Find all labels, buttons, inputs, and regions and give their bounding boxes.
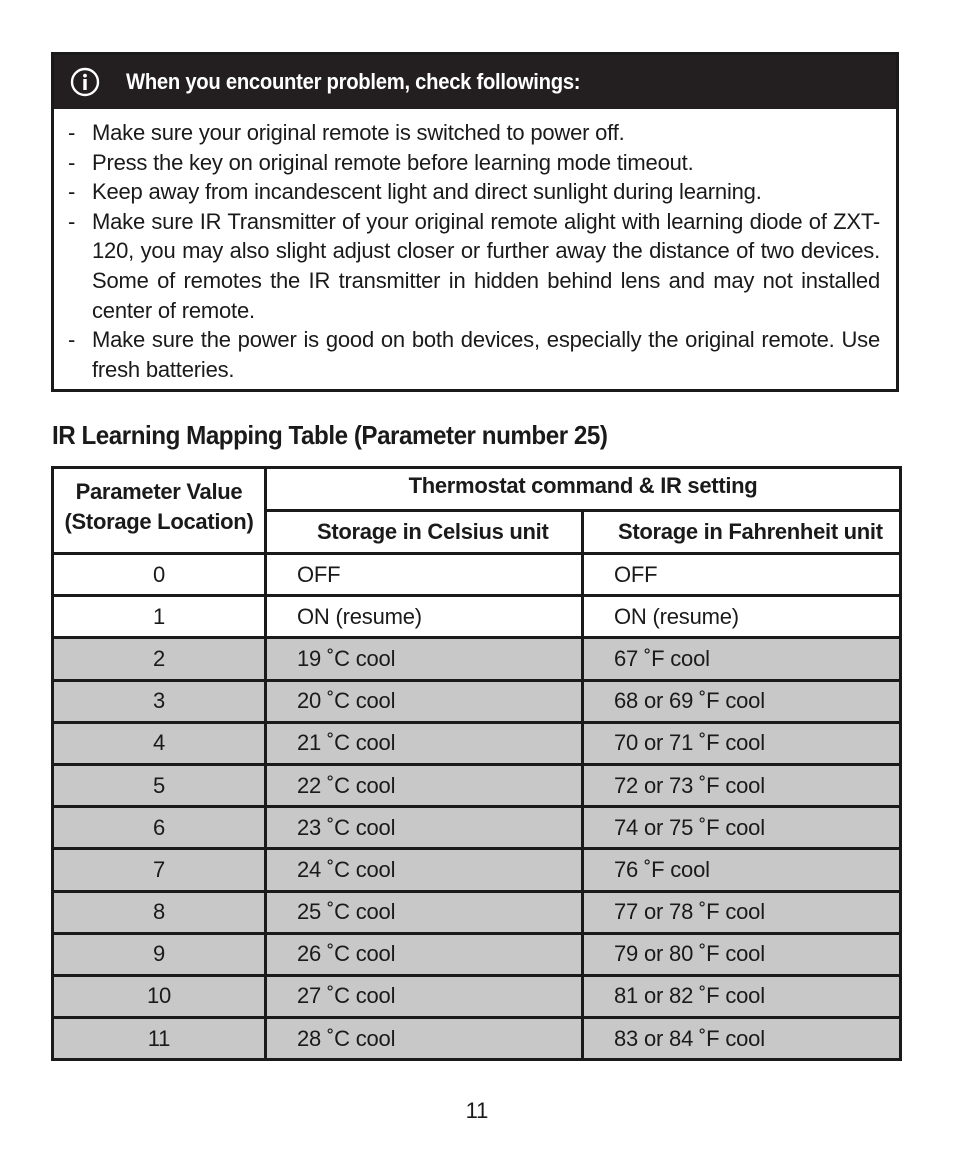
list-item xyxy=(68,207,880,325)
bullet-dash: - xyxy=(68,179,76,205)
cell-parameter-value: 6 xyxy=(53,807,266,849)
cell-celsius: 19 ˚C cool xyxy=(266,638,583,680)
table-row xyxy=(53,764,901,806)
list-item-text: Keep away from incandescent light and direct sunlight during learning. xyxy=(92,179,762,205)
cell-celsius: OFF xyxy=(266,554,583,596)
cell-fahrenheit: 74 or 75 ˚F cool xyxy=(583,807,901,849)
cell-celsius: 21 ˚C cool xyxy=(266,722,583,764)
notice-header xyxy=(54,55,896,109)
cell-fahrenheit: 76 ˚F cool xyxy=(583,849,901,891)
cell-celsius: 25 ˚C cool xyxy=(266,891,583,933)
table-row xyxy=(53,680,901,722)
cell-celsius: 27 ˚C cool xyxy=(266,975,583,1017)
list-item xyxy=(68,325,880,384)
header-param-line1: Parameter Value xyxy=(75,479,243,504)
cell-fahrenheit: 77 or 78 ˚F cool xyxy=(583,891,901,933)
cell-fahrenheit: OFF xyxy=(583,554,901,596)
cell-fahrenheit: ON (resume) xyxy=(583,596,901,638)
cell-parameter-value: 8 xyxy=(53,891,266,933)
table-body xyxy=(53,554,901,1060)
list-item xyxy=(68,148,880,178)
bullet-dash: - xyxy=(68,327,76,353)
notice-title: When you encounter problem, check followings: xyxy=(126,69,581,94)
table-row xyxy=(53,554,901,596)
list-item-text: Make sure IR Transmitter of your original remote alight with learning diode of ZXT-120, you may also slight adjust closer or further away the distance of two devices. Some of remotes the IR transmitter in hidden behind lens and may not installed center of remote. xyxy=(92,208,880,323)
info-icon xyxy=(70,67,100,97)
cell-parameter-value: 11 xyxy=(53,1018,266,1060)
cell-parameter-value: 1 xyxy=(53,596,266,638)
section-title: IR Learning Mapping Table (Parameter number 25) xyxy=(52,420,608,450)
list-item-text: Make sure your original remote is switched to power off. xyxy=(92,120,625,145)
notice-list xyxy=(54,109,896,384)
bullet-dash: - xyxy=(68,208,76,234)
cell-fahrenheit: 79 or 80 ˚F cool xyxy=(583,933,901,975)
list-item xyxy=(68,177,880,207)
cell-celsius: 22 ˚C cool xyxy=(266,764,583,806)
cell-celsius: 20 ˚C cool xyxy=(266,680,583,722)
cell-celsius: ON (resume) xyxy=(266,596,583,638)
table-row xyxy=(53,933,901,975)
table-row xyxy=(53,891,901,933)
header-celsius: Storage in Celsius unit xyxy=(266,511,583,554)
header-param-line2: (Storage Location) xyxy=(64,509,254,534)
cell-fahrenheit: 67 ˚F cool xyxy=(583,638,901,680)
cell-fahrenheit: 83 or 84 ˚F cool xyxy=(583,1018,901,1060)
cell-parameter-value: 7 xyxy=(53,849,266,891)
table-row xyxy=(53,596,901,638)
cell-parameter-value: 2 xyxy=(53,638,266,680)
table-row xyxy=(53,1018,901,1060)
cell-fahrenheit: 72 or 73 ˚F cool xyxy=(583,764,901,806)
cell-parameter-value: 0 xyxy=(53,554,266,596)
cell-fahrenheit: 81 or 82 ˚F cool xyxy=(583,975,901,1017)
header-parameter-value xyxy=(53,468,266,554)
cell-celsius: 24 ˚C cool xyxy=(266,849,583,891)
cell-fahrenheit: 70 or 71 ˚F cool xyxy=(583,722,901,764)
cell-celsius: 23 ˚C cool xyxy=(266,807,583,849)
cell-parameter-value: 4 xyxy=(53,722,266,764)
page-number: 11 xyxy=(465,1098,489,1123)
table-row xyxy=(53,849,901,891)
header-fahrenheit: Storage in Fahrenheit unit xyxy=(583,511,901,554)
table-row xyxy=(53,807,901,849)
list-item-text: Make sure the power is good on both devices, especially the original remote. Use fresh batteries. xyxy=(92,327,880,382)
list-item-text: Press the key on original remote before learning mode timeout. xyxy=(92,149,694,175)
table-row xyxy=(53,975,901,1017)
table-row xyxy=(53,638,901,680)
header-thermostat-command: Thermostat command & IR setting xyxy=(266,468,901,511)
bullet-dash: - xyxy=(68,149,76,175)
cell-fahrenheit: 68 or 69 ˚F cool xyxy=(583,680,901,722)
list-item xyxy=(68,118,880,148)
cell-parameter-value: 3 xyxy=(53,680,266,722)
ir-mapping-table xyxy=(51,466,902,1061)
cell-parameter-value: 10 xyxy=(53,975,266,1017)
table-row xyxy=(53,722,901,764)
cell-celsius: 26 ˚C cool xyxy=(266,933,583,975)
cell-celsius: 28 ˚C cool xyxy=(266,1018,583,1060)
cell-parameter-value: 5 xyxy=(53,764,266,806)
bullet-dash: - xyxy=(68,120,76,145)
cell-parameter-value: 9 xyxy=(53,933,266,975)
troubleshooting-notice xyxy=(51,52,899,392)
